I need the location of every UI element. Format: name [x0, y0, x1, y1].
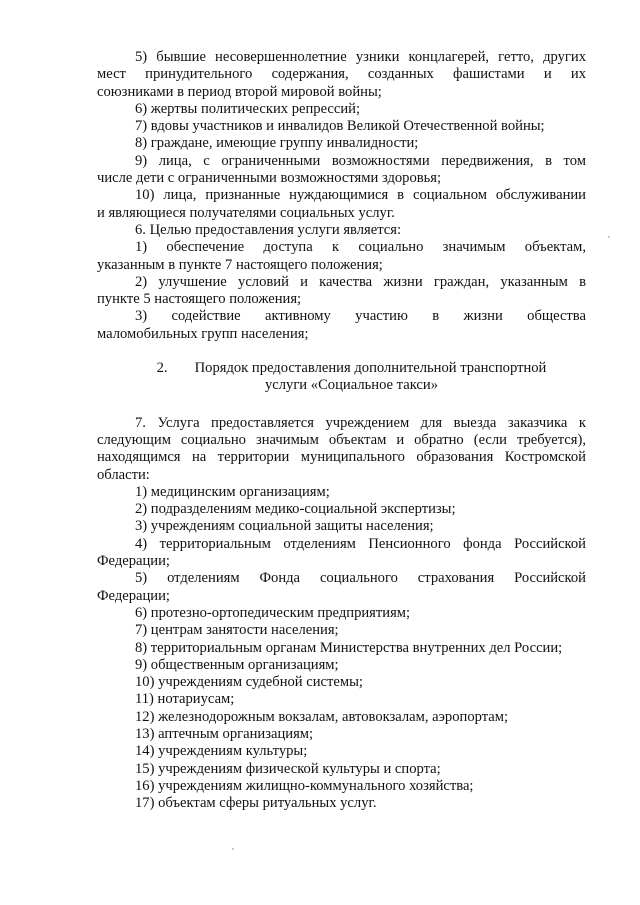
list-item: 10) учреждениям судебной системы;: [135, 674, 363, 691]
list-item-continuation: мест принудительного содержания, созданных фашистами и их: [97, 66, 586, 83]
list-item-continuation: и являющиеся получателями социальных услуг.: [97, 204, 395, 221]
list-item: 9) общественным организациям;: [135, 656, 339, 673]
list-item: 17) объектам сферы ритуальных услуг.: [135, 795, 377, 812]
list-item: 6) протезно-ортопедическим предприятиям;: [135, 604, 411, 621]
list-item: 15) учреждениям физической культуры и спорта;: [135, 760, 441, 777]
list-item: 8) граждане, имеющие группу инвалидности;: [135, 135, 419, 152]
list-item-continuation: числе дети с ограниченными возможностями здоровья;: [97, 170, 442, 187]
list-item: 11) нотариусам;: [135, 691, 235, 708]
list-item: 7) вдовы участников и инвалидов Великой Отечественной войны;: [135, 118, 545, 135]
list-item-continuation: союзниками в период второй мировой войны;: [97, 83, 382, 100]
goal-item: 1) обеспечение доступа к социально значимым объектам,: [135, 239, 586, 256]
list-item: 5) отделениям Фонда социального страхования Российской: [135, 570, 586, 587]
list-item: 1) медицинским организациям;: [135, 483, 330, 500]
goal-item: 3) содействие активному участию в жизни общества: [135, 308, 586, 325]
list-item: 2) подразделениям медико-социальной экспертизы;: [135, 501, 456, 518]
list-item: 4) территориальным отделениям Пенсионного фонда Российской: [135, 535, 586, 552]
list-item: 12) железнодорожным вокзалам, автовокзалам, аэропортам;: [135, 708, 509, 725]
scan-speck: [232, 848, 234, 850]
document-body: [97, 49, 586, 812]
list-item: 3) учреждениям социальной защиты населения;: [135, 518, 434, 535]
paragraph: 7. Услуга предоставляется учреждением для выезда заказчика к: [135, 414, 586, 431]
section-number: 2.: [156, 360, 168, 377]
paragraph-continuation: находящимся на территории муниципального образования Костромской: [97, 449, 586, 466]
list-item: 9) лица, с ограниченными возможностями передвижения, в том: [135, 152, 586, 169]
goal-intro: 6. Целью предоставления услуги является:: [135, 221, 402, 238]
list-item: 6) жертвы политических репрессий;: [135, 100, 361, 117]
section-heading: [97, 360, 586, 377]
scan-speck: [608, 236, 610, 238]
goal-item: 2) улучшение условий и качества жизни граждан, указанным в: [135, 273, 586, 290]
paragraph-continuation: следующим социально значимым объектам и обратно (если требуется),: [97, 431, 586, 448]
list-item: 10) лица, признанные нуждающимися в социальном обслуживании: [135, 187, 586, 204]
list-item: 13) аптечным организациям;: [135, 725, 314, 742]
list-item-continuation: Федерации;: [97, 587, 170, 604]
goal-item-continuation: пункте 5 настоящего положения;: [97, 291, 302, 308]
list-item-continuation: Федерации;: [97, 553, 170, 570]
list-item: 5) бывшие несовершеннолетние узники концлагерей, гетто, других: [135, 49, 586, 65]
section-title-line1: Порядок предоставления дополнительной транспортной: [194, 360, 547, 377]
goal-item-continuation: указанным в пункте 7 настоящего положения;: [97, 256, 383, 273]
list-item: 7) центрам занятости населения;: [135, 622, 339, 639]
list-item: 14) учреждениям культуры;: [135, 743, 308, 760]
list-item: 16) учреждениям жилищно-коммунального хозяйства;: [135, 777, 474, 794]
section-heading-line2: [97, 377, 586, 394]
section-title-line2: услуги «Социальное такси»: [264, 377, 439, 394]
list-item: 8) территориальным органам Министерства внутренних дел России;: [135, 639, 563, 656]
goal-item-continuation: маломобильных групп населения;: [97, 325, 309, 342]
paragraph-continuation: области:: [97, 466, 150, 483]
